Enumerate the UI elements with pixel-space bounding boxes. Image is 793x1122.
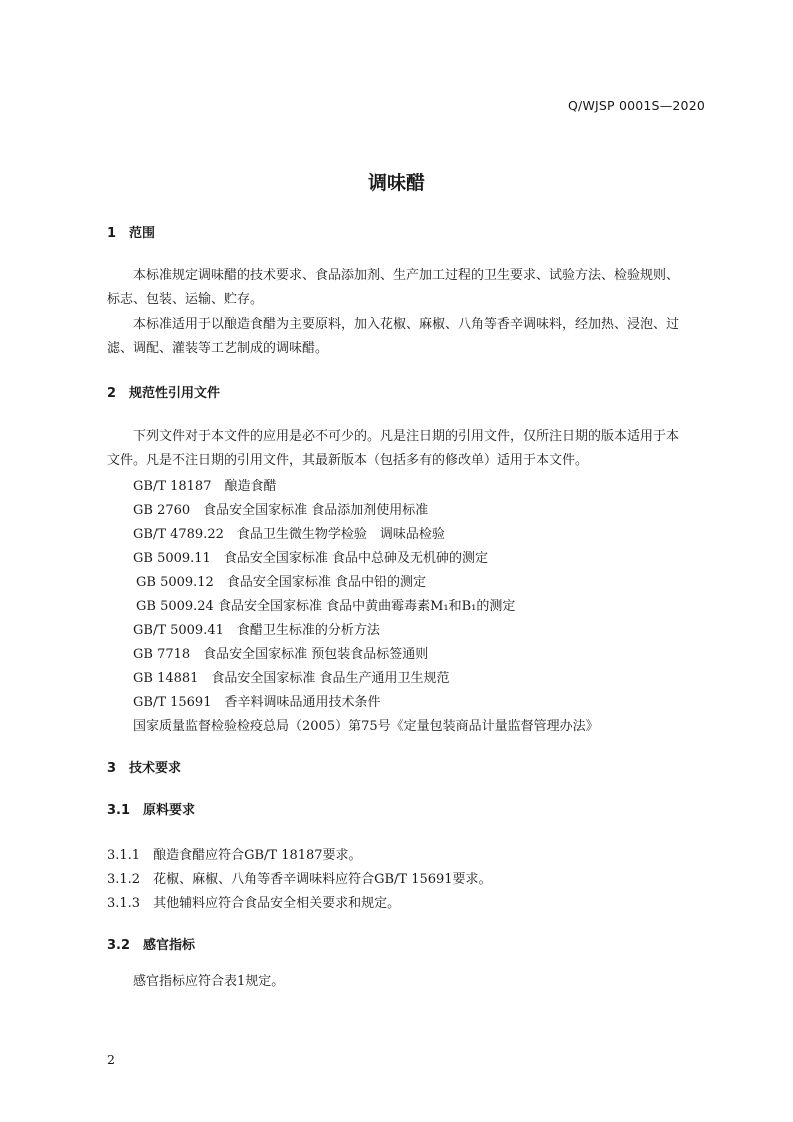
clause-item: 3.1.3 其他辅料应符合食品安全相关要求和规定。 [107,896,401,911]
section-1-para2-line1: 本标准适用于以酿造食醋为主要原料，加入花椒、麻椒、八角等香辛调味料，经加热、浸泡、过 [133,317,680,332]
section-2-intro-line1: 下列文件对于本文件的应用是必不可少的。凡是注日期的引用文件，仅所注日期的版本适用于本 [133,429,680,444]
reference-item: GB 2760 食品安全国家标准 食品添加剂使用标准 [133,503,429,518]
section-1-para1-line1: 本标准规定调味醋的技术要求、食品添加剂、生产加工过程的卫生要求、试验方法、检验规则、 [133,268,680,283]
section-3-2-text: 感官指标应符合表1规定。 [133,974,285,989]
clause-item: 3.1.2 花椒、麻椒、八角等香辛调味料应符合GB/T 15691要求。 [107,872,492,887]
reference-item: GB 5009.11 食品安全国家标准 食品中总砷及无机砷的测定 [133,551,488,566]
reference-item: GB 14881 食品安全国家标准 食品生产通用卫生规范 [133,671,450,686]
reference-item: GB/T 5009.41 食醋卫生标准的分析方法 [133,623,380,638]
section-3-1-heading: 3.1 原料要求 [107,803,196,818]
reference-item: 国家质量监督检验检疫总局（2005）第75号《定量包装商品计量监督管理办法》 [133,719,599,734]
reference-item: GB 5009.24 食品安全国家标准 食品中黄曲霉毒素M₁和B₁的测定 [136,599,516,614]
section-1-heading: 1 范围 [107,226,156,241]
section-3-2-heading: 3.2 感官指标 [107,938,196,953]
reference-item: GB/T 15691 香辛料调味品通用技术条件 [133,695,381,710]
section-2-intro-line2: 文件。凡是不注日期的引用文件，其最新版本（包括多有的修改单）适用于本文件。 [107,453,589,468]
section-1-para1-line2: 标志、包装、运输、贮存。 [107,292,264,307]
section-2-heading: 2 规范性引用文件 [107,386,221,401]
reference-item: GB 7718 食品安全国家标准 预包装食品标签通则 [133,647,429,662]
document-title: 调味醋 [367,172,425,194]
page-number: 2 [107,1052,115,1067]
reference-item: GB 5009.12 食品安全国家标准 食品中铅的测定 [136,575,426,590]
section-3-heading: 3 技术要求 [107,761,182,776]
clause-item: 3.1.1 酿造食醋应符合GB/T 18187要求。 [107,848,362,863]
reference-item: GB/T 18187 酿造食醋 [133,479,277,494]
standard-code: Q/WJSP 0001S—2020 [568,98,705,113]
section-1-para2-line2: 滤、调配、灌装等工艺制成的调味醋。 [107,341,329,356]
reference-item: GB/T 4789.22 食品卫生微生物学检验 调味品检验 [133,527,445,542]
